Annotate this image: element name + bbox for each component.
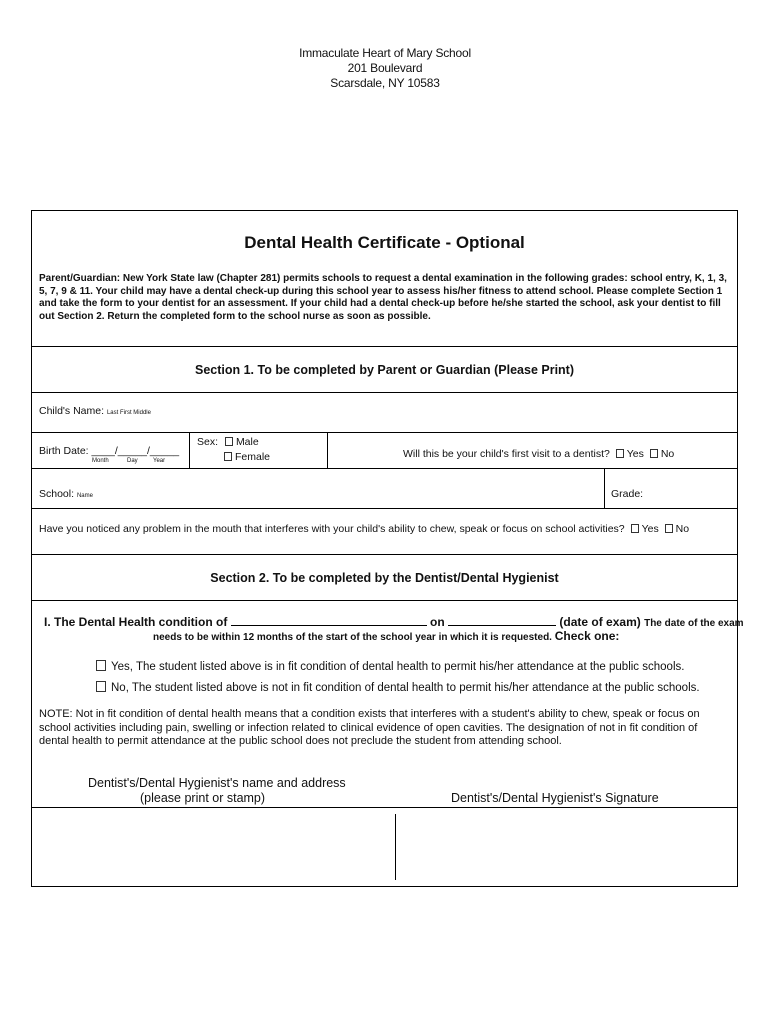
divider — [32, 554, 737, 555]
problem-question: Have you noticed any problem in the mouth that interferes with your child's ability to chew, speak or focus on school activities? — [39, 523, 625, 535]
school-hint: Name — [76, 493, 93, 499]
dentist-signature-box[interactable] — [396, 808, 737, 886]
divider — [32, 346, 737, 347]
divider — [32, 600, 737, 601]
divider — [32, 392, 737, 393]
grade-field[interactable] — [611, 488, 643, 500]
condition-note-line — [153, 629, 619, 643]
child-name-hint: Last First Middle — [106, 410, 151, 416]
condition-on: on — [430, 615, 445, 629]
dental-certificate-form — [31, 210, 744, 887]
first-visit-question-row — [403, 448, 674, 460]
checkbox-icon[interactable] — [225, 437, 233, 446]
birth-month-hint: Month — [92, 458, 109, 464]
condition-prefix: I. The Dental Health condition of — [44, 615, 228, 629]
school-label: School: — [39, 488, 75, 500]
divider — [189, 432, 190, 468]
note-paragraph: NOTE: Not in fit condition of dental health means that a condition exists that interferes with a student's ability to chew, speak or focus on school activities including pain, swelling or infection related to clinical evidence of open cavities. The designation of not in fit condition of dental health to permit attendance at the public school does not preclude the student from attending school. — [39, 708, 700, 747]
checkbox-icon[interactable] — [616, 449, 624, 458]
divider — [32, 468, 737, 469]
form-intro: Parent/Guardian: New York State law (Chapter 281) permits schools to request a dental examination in the following grades: school entry, K, 1, 3, 5, 7, 9 & 11. Your child may have a dental check-up during this school year to assess his/her fitness to attend school. Please complete Section 1 and take the form to your dentist for an assessment. If your child had a dental check-up before he/she started the school, ask your dentist to fill out Section 2. Return the completed form to the school nurse as soon as possible. — [39, 273, 727, 322]
problem-no: No — [675, 523, 690, 535]
birth-date-blanks: ____/_____/_____ — [91, 445, 180, 457]
condition-date: (date of exam) — [559, 615, 641, 629]
child-name-field[interactable] — [39, 405, 151, 417]
condition-note2: needs to be within 12 months of the start of the school year in which it is requested. — [153, 632, 552, 643]
condition-note: The date of the exam — [644, 618, 744, 629]
option-not-fit-label: No, The student listed above is not in fit condition of dental health to permit his/her attendance at the public schools. — [111, 682, 700, 694]
school-street: 201 Boulevard — [347, 61, 423, 75]
option-not-fit[interactable] — [96, 681, 700, 694]
first-visit-no: No — [660, 448, 675, 460]
school-city: Scarsdale, NY 10583 — [330, 76, 440, 90]
dentist-name-hint: (please print or stamp) — [140, 791, 266, 805]
first-visit-yes: Yes — [626, 448, 644, 460]
birth-year-hint: Year — [153, 458, 166, 464]
divider — [32, 432, 737, 433]
checkbox-icon[interactable] — [650, 449, 658, 458]
school-name: Immaculate Heart of Mary School — [299, 46, 471, 60]
female-label: Female — [235, 451, 271, 463]
checkbox-icon[interactable] — [224, 452, 232, 461]
dentist-name-box[interactable] — [32, 808, 395, 886]
divider — [604, 468, 605, 508]
first-visit-question: Will this be your child's first visit to a dentist? — [403, 448, 610, 460]
sex-label: Sex: — [197, 436, 219, 448]
child-name-label: Child's Name: — [39, 405, 105, 417]
birth-date-label: Birth Date: — [39, 445, 89, 457]
check-one: Check one: — [554, 629, 620, 643]
section2-title: Section 2. To be completed by the Dentist/Dental Hygienist — [210, 571, 559, 585]
dentist-name-label: Dentist's/Dental Hygienist's name and address — [88, 776, 346, 790]
birth-day-hint: Day — [127, 458, 138, 464]
checkbox-icon[interactable] — [631, 524, 639, 533]
section1-title: Section 1. To be completed by Parent or Guardian (Please Print) — [194, 363, 575, 377]
school-name-field[interactable] — [39, 488, 93, 500]
male-label: Male — [235, 436, 259, 448]
student-name-blank[interactable] — [231, 615, 427, 626]
checkbox-icon[interactable] — [665, 524, 673, 533]
option-fit[interactable] — [96, 660, 684, 673]
condition-line — [44, 615, 744, 629]
checkbox-icon[interactable] — [96, 681, 106, 692]
form-title: Dental Health Certificate - Optional — [244, 233, 525, 252]
option-fit-label: Yes, The student listed above is in fit condition of dental health to permit his/her attendance at the public schools. — [111, 661, 685, 673]
exam-date-blank[interactable] — [448, 615, 556, 626]
birth-date-field[interactable] — [39, 445, 179, 457]
school-address-block — [0, 46, 770, 91]
grade-label: Grade: — [611, 488, 644, 500]
divider — [327, 432, 328, 468]
dentist-signature-label: Dentist's/Dental Hygienist's Signature — [451, 791, 659, 805]
divider — [32, 508, 737, 509]
sex-male-option[interactable] — [197, 436, 259, 448]
problem-question-row — [39, 523, 689, 535]
sex-female-option[interactable] — [224, 451, 270, 463]
checkbox-icon[interactable] — [96, 660, 106, 671]
problem-yes: Yes — [641, 523, 659, 535]
